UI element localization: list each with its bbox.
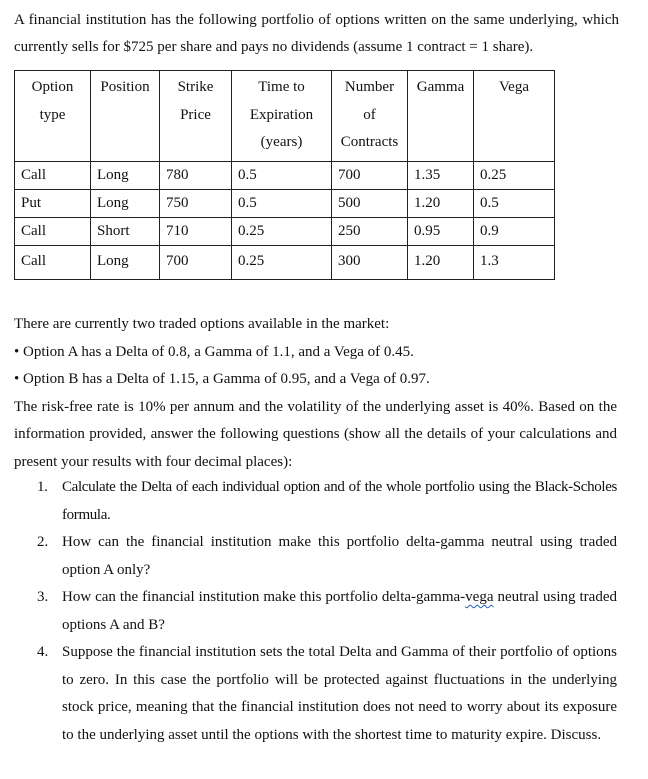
cell-time: 0.25 [232,217,332,245]
cell-vega: 1.3 [474,245,555,279]
cell-position: Long [91,161,160,189]
header-time-to-expiration: Time to Expiration (years) [232,71,332,162]
instructions-paragraph: The risk-free rate is 10% per annum and the volatility of the underlying asset is 40%. Based on the information provided, answer the following questions (show all the details of your calculations and present your results with four decimal places): [14,398,617,470]
cell-time: 0.25 [232,245,332,279]
option-a-bullet: • Option A has a Delta of 0.8, a Gamma of 1.1, and a Vega of 0.45. [14,343,414,360]
cell-contracts: 300 [332,245,408,279]
cell-contracts: 250 [332,217,408,245]
table-row [15,189,555,217]
spellcheck-underlined-word: vega [465,589,494,605]
cell-option-type: Put [15,189,91,217]
cell-contracts: 500 [332,189,408,217]
cell-time: 0.5 [232,161,332,189]
cell-option-type: Call [15,245,91,279]
cell-strike: 780 [160,161,232,189]
question-item [37,639,617,749]
market-intro: There are currently two traded options available in the market: [14,316,390,332]
header-number-of-contracts: Number of Contracts [332,71,408,162]
cell-option-type: Call [15,217,91,245]
header-vega: Vega [474,71,555,162]
option-b-bullet: • Option B has a Delta of 1.15, a Gamma of 0.95, and a Vega of 0.97. [14,371,430,387]
header-gamma: Gamma [408,71,474,162]
intro-paragraph: A financial institution has the following portfolio of options written on the same underlying, which currently sells for $725 per share and pays no dividends (assume 1 contract = 1 share). [14,12,619,55]
cell-strike: 750 [160,189,232,217]
header-option-type: Option type [15,71,91,162]
question-item [37,474,617,529]
question-text: How can the financial institution make this portfolio delta-gamma neutral using traded option A only? [62,534,617,578]
question-number: 4. [37,644,49,660]
question-item [37,584,617,639]
table-header-row [15,71,555,162]
table-row [15,217,555,245]
table-row [15,245,555,279]
cell-position: Short [91,217,160,245]
cell-gamma: 0.95 [408,217,474,245]
market-section [14,311,617,476]
question-item [37,529,617,584]
question-text-end: neutral using traded options A and B? [62,589,617,633]
cell-gamma: 1.20 [408,189,474,217]
cell-position: Long [91,189,160,217]
table-row [15,161,555,189]
cell-strike: 700 [160,245,232,279]
cell-position: Long [91,245,160,279]
questions-list [37,474,617,749]
options-portfolio-table [14,70,555,280]
header-strike-price: Strike Price [160,71,232,162]
cell-time: 0.5 [232,189,332,217]
question-text: Calculate the Delta of each individual option and of the whole portfolio using the Black-Scholes formula. [62,479,617,523]
question-text: Suppose the financial institution sets the total Delta and Gamma of their portfolio of options to zero. In this case the portfolio will be protected against fluctuations in the underlying stock price, meaning that the financial institution does not need to worry about its exposure to the underlying asset until the options with the shortest time to maturity expire. Discuss. [62,644,617,743]
cell-contracts: 700 [332,161,408,189]
question-number: 1. [37,479,48,495]
cell-vega: 0.5 [474,189,555,217]
cell-strike: 710 [160,217,232,245]
question-number: 2. [37,534,49,550]
question-text-start: How can the financial institution make this portfolio delta-gamma- [62,589,466,605]
header-position: Position [91,71,160,162]
cell-gamma: 1.35 [408,161,474,189]
question-number: 3. [37,589,49,605]
cell-vega: 0.25 [474,161,555,189]
cell-gamma: 1.20 [408,245,474,279]
cell-vega: 0.9 [474,217,555,245]
cell-option-type: Call [15,161,91,189]
